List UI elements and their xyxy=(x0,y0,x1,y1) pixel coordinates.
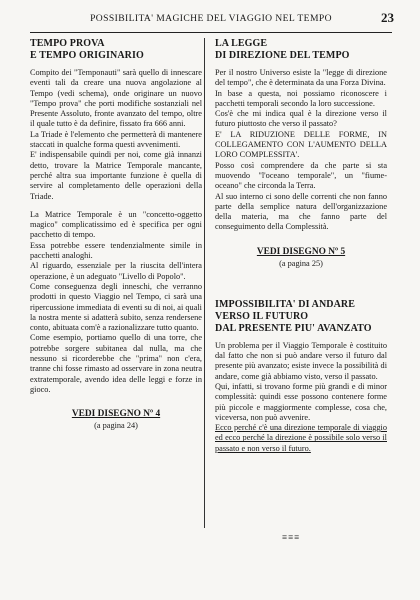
section-heading: IMPOSSIBILITA' DI ANDARE xyxy=(215,298,356,310)
paragraph: Cos'è che mi indica qual è la direzione verso il futuro piuttosto che verso il passato? xyxy=(215,109,387,129)
running-header xyxy=(30,10,392,33)
section-heading: E TEMPO ORIGINARIO xyxy=(30,50,144,61)
paragraph: Posso così comprendere da che parte si sta muovendo "l'oceano temporale", un "fiume-oceano" che circonda la Terra. xyxy=(215,160,387,191)
paragraph: Come conseguenza degli inneschi, che verranno prodotti in questo Viaggio nel Tempo, ci sarà una ripercussione immediata di eventi su di noi, ai quali la nostra mente si adatterà subito, senza rendersene conto, abituata com'è a razionalizzare tutto quanto. xyxy=(30,281,202,333)
section-heading: VERSO IL FUTURO xyxy=(215,310,309,322)
figure-reference xyxy=(215,241,387,269)
right-column xyxy=(215,38,387,454)
left-column xyxy=(30,38,202,431)
figure-reference-label: VEDI DISEGNO Nº 4 xyxy=(71,409,161,420)
underlined-paragraph: Ecco perché c'è una direzione temporale di viaggio ed ecco perché la direzione è possibile solo verso il passato e non verso il futuro. xyxy=(215,423,387,453)
section-heading: TEMPO PROVA xyxy=(30,38,105,49)
paragraph: Al riguardo, essenziale per la riuscita dell'intera operazione, è un adeguato "Livello di Popolo". xyxy=(30,261,202,281)
paragraph: Come esempio, portiamo quello di una torre, che potrebbe sorgere subitanea dal nulla, ma che nessuno si ricorderebbe che "prima" non c'era, tranne chi fosse rimasto ad osservare in zona neutra extratemporale, avendo idea delle leggi e forze in gioco. xyxy=(30,333,202,394)
paragraph: Compito dei "Temponauti" sarà quello di innescare eventi tali da creare una nuova angolazione al Tempo (vedi schema), onde originare un nuovo "Tempo prova" che porti modifiche sostanziali nel Presente Assoluto, fronte avanzato del tempo, oltre il quale tutto è da definire, fissato fra 666 anni. xyxy=(30,68,202,129)
section-heading: LA LEGGE xyxy=(215,38,268,49)
figure-reference xyxy=(30,403,202,431)
section-end-marks: ≡≡≡ xyxy=(282,532,301,542)
paragraph: Al suo interno ci sono delle correnti che non fanno parte della semplice natura dell'organizzazione della materia, ma che fanno parte del conseguimento della Complessità. xyxy=(215,191,387,232)
paragraph: Qui, infatti, si trovano forme più grandi e di minor complessità: quindi esse possono contenere forme più piccole e maggiormente complesse, cosa che, viceversa, non può avvenire. xyxy=(215,381,387,422)
paragraph: La Triade è l'elemento che permetterà di mantenere staccati in qualche forma questi avvenimenti. xyxy=(30,129,202,150)
paragraph: E' indispensabile quindi per noi, come già innanzi detto, trovare la Matrice Temporale mancante, perché altra sua importante funzione è quella di servire al completamento delle operazioni della Triade. xyxy=(30,150,202,201)
figure-reference-page: (a pagina 24) xyxy=(94,421,138,431)
section-heading: DI DIREZIONE DEL TEMPO xyxy=(215,50,350,61)
paragraph: E' LA RIDUZIONE DELLE FORME, IN COLLEGAMENTO CON L'AUMENTO DELLA LORO COMPLESSITA'. xyxy=(215,129,387,160)
figure-reference-page: (a pagina 25) xyxy=(279,258,323,268)
paragraph: Essa potrebbe essere tendenzialmente simile in pacchetti analoghi. xyxy=(30,240,202,261)
column-divider xyxy=(204,38,205,528)
paragraph: In base a questa, noi possiamo riconoscere i pacchetti temporali secondo la loro successione. xyxy=(215,88,387,108)
paragraph: La Matrice Temporale è un "concetto-oggetto magico" complicatissimo ed è specifica per ogni pacchetto di tempo. xyxy=(30,209,202,240)
paragraph: Un problema per il Viaggio Temporale è costituito dal fatto che non si può andare verso il futuro dal presente più avanzato; esiste invece la possibilità di andare, come già abbiamo visto, verso il passato. xyxy=(215,340,387,381)
paragraph: Per il nostro Universo esiste la "legge di direzione del tempo", che è determinata da una Forza Divina. xyxy=(215,68,387,88)
running-title: POSSIBILITA' MAGICHE DEL VIAGGIO NEL TEMPO xyxy=(90,13,332,24)
page-number: 23 xyxy=(381,10,394,25)
section-heading: DAL PRESENTE PIU' AVANZATO xyxy=(215,322,372,334)
figure-reference-label: VEDI DISEGNO Nº 5 xyxy=(256,246,346,257)
